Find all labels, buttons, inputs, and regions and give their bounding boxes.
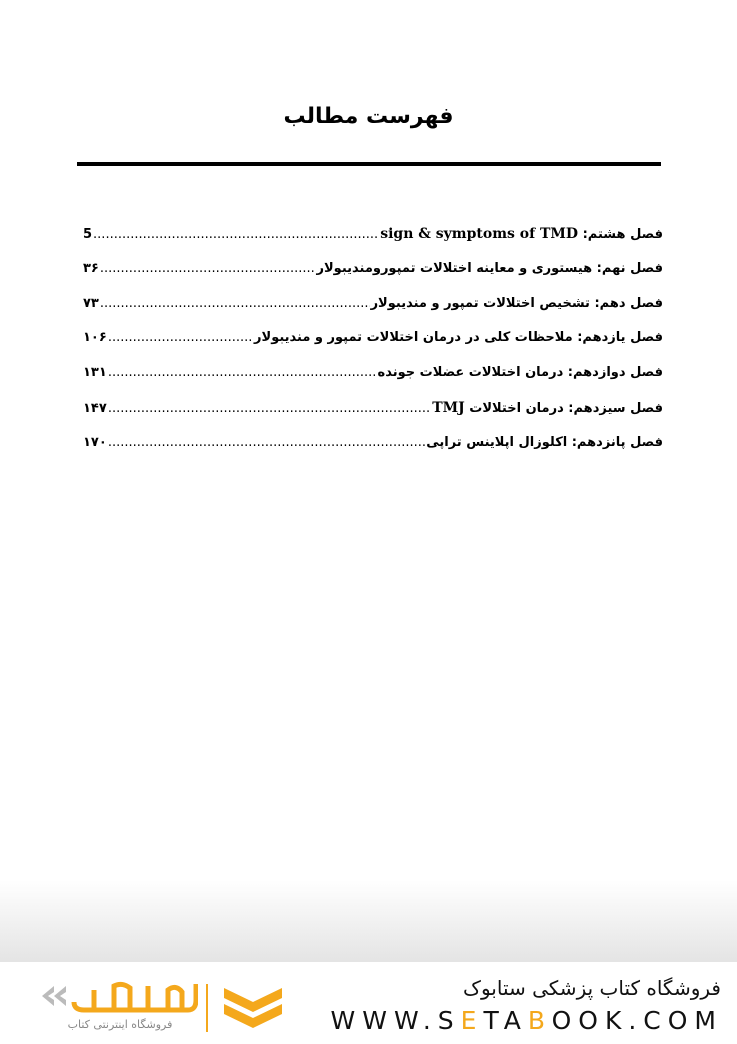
- logo-divider: [206, 984, 208, 1032]
- toc-entry[interactable]: [83, 400, 663, 435]
- toc-entry-label: فصل پانزدهم: اکلوزال اپلاینس تراپی: [426, 434, 663, 450]
- footer-banner: [0, 962, 737, 1044]
- store-url-accent: B: [527, 1006, 552, 1035]
- toc-page-number: ۳۶: [83, 260, 99, 276]
- toc-entry-label: فصل نهم: هیستوری و معاینه اختلالات تمپورومندیبولار: [316, 260, 663, 276]
- dot-leader: [108, 330, 253, 345]
- table-of-contents: [83, 226, 663, 470]
- page-title: فهرست مطالب: [283, 104, 454, 129]
- store-url-accent: E: [460, 1006, 484, 1035]
- dot-leader: [108, 401, 431, 416]
- toc-entry[interactable]: [83, 261, 663, 296]
- toc-page-number: ۱۷۰: [83, 434, 107, 450]
- toc-entry[interactable]: [83, 226, 663, 261]
- toc-entry[interactable]: [83, 365, 663, 400]
- toc-entry[interactable]: [83, 330, 663, 365]
- toc-page-number: ۱۳۱: [83, 365, 107, 381]
- toc-entry-latin: TMJ: [432, 399, 465, 416]
- dot-leader: [100, 261, 316, 276]
- toc-entry-label: فصل یازدهم: ملاحظات کلی در درمان اختلالات تمپور و مندیبولار: [254, 330, 663, 346]
- toc-entry-label: فصل دهم: تشخیص اختلالات تمپور و مندیبولار: [370, 295, 663, 311]
- dot-leader: [108, 365, 377, 380]
- toc-page-number: ۱۰۶: [83, 330, 107, 346]
- store-url-part: OOK.COM: [551, 1006, 723, 1035]
- dot-leader: [93, 227, 379, 242]
- store-url-part: TA: [483, 1006, 528, 1035]
- toc-entry[interactable]: [83, 435, 663, 470]
- title-divider: [77, 162, 661, 166]
- dot-leader: [100, 296, 370, 311]
- toc-entry-latin: sign & symptoms of TMD: [380, 226, 579, 242]
- toc-page-number: 5: [83, 227, 93, 242]
- dot-leader: [108, 435, 425, 450]
- toc-entry-label: فصل سیزدهم: درمان اختلالات: [464, 400, 663, 416]
- footer-fade: [0, 880, 737, 962]
- toc-entry-label: فصل دوازدهم: درمان اختلالات عضلات جونده: [377, 365, 663, 381]
- toc-page-number: ۱۴۷: [83, 400, 107, 416]
- store-url-part: WWW.S: [330, 1006, 461, 1035]
- store-name: فروشگاه کتاب پزشکی ستابوک: [463, 976, 721, 1000]
- toc-page-number: ۷۳: [83, 295, 99, 311]
- chevron-stack-logo-icon: [222, 982, 284, 1034]
- toc-entry[interactable]: [83, 296, 663, 331]
- store-url[interactable]: [331, 1006, 723, 1035]
- logo-tagline: فروشگاه اینترنتی کتاب: [67, 1018, 173, 1031]
- toc-entry-label: فصل هشتم:: [578, 227, 663, 242]
- setabook-logo-icon: [38, 976, 198, 1016]
